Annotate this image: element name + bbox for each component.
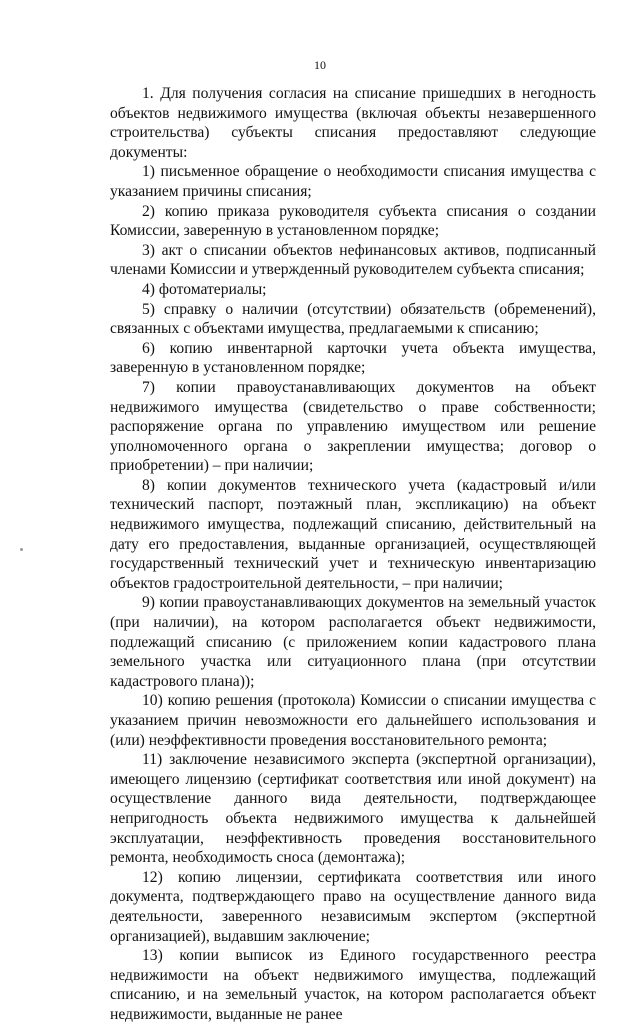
list-item-13-registry-extracts: 13) копии выписок из Единого государственного реестра недвижимости на объект недвижимого имущества, подлежащий списанию, и на земельный участок, на котором располагается объект недвижимости, выданные не ранее — [110, 947, 596, 1023]
paragraph-1-intro: 1. Для получения согласия на списание пришедших в негодность объектов недвижимого имущества (включая объекты незавершенного строительства) субъекты списания предоставляют следующие документы: — [110, 85, 596, 161]
list-item-3-write-off-act: 3) акт о списании объектов нефинансовых активов, подписанный членами Комиссии и утвержденный руководителем субъекта списания; — [110, 241, 596, 279]
list-item-4-photos: 4) фотоматериалы; — [142, 280, 267, 298]
list-item-7-title-documents: 7) копии правоустанавливающих документов на объект недвижимого имущества (свидетельство о праве собственности; распоряжение органа по управлению имуществом или решение уполномоченного органа о закреплении имущества; договор о приобретении) – при наличии; — [110, 378, 596, 475]
document-body — [110, 84, 596, 1025]
page-number: 10 — [314, 58, 326, 72]
list-item-9-land-documents: 9) копии правоустанавливающих документов на земельный участок (при наличии), на котором располагается объект недвижимости, подлежащий списанию (с приложением копии кадастрового плана земельного участка или ситуационного плана (при отсутствии кадастрового плана)); — [110, 594, 596, 690]
list-item-2-order-copy: 2) копию приказа руководителя субъекта списания о создании Комиссии, заверенную в установленном порядке; — [110, 202, 596, 240]
list-item-11-expert-conclusion: 11) заключение независимого эксперта (экспертной организации), имеющего лицензию (сертификат соответствия или иной документ) на осуществление данного вида деятельности, подтверждающее непригодность объекта недвижимого имущества к дальнейшей эксплуатации, неэффективность проведения восстановительного ремонта, необходимость сноса (демонтажа); — [110, 751, 596, 867]
list-item-6-inventory-card: 6) копию инвентарной карточки учета объекта имущества, заверенную в установленном порядке; — [110, 339, 596, 377]
list-item-8-technical-documents: 8) копии документов технического учета (кадастровый и/или технический паспорт, поэтажный план, экспликацию) на объект недвижимого имущества, подлежащий списанию, действительный на дату его предоставления, выданные организацией, осуществляющей государственный технический учет и техническую инвентаризацию объектов градостроительной деятельности, – при наличии; — [110, 476, 596, 592]
list-item-1-written-request: 1) письменное обращение о необходимости списания имущества с указанием причины списания; — [110, 163, 596, 200]
list-item-5-obligations-certificate: 5) справку о наличии (отсутствии) обязательств (обременений), связанных с объектами имущества, предлагаемыми к списанию; — [110, 300, 596, 338]
scan-speck — [20, 548, 23, 551]
list-item-10-commission-decision: 10) копию решения (протокола) Комиссии о списании имущества с указанием причин невозможности его дальнейшего использования и (или) неэффективности проведения восстановительного ремонта; — [110, 692, 596, 749]
list-item-12-license-copy: 12) копию лицензии, сертификата соответствия или иного документа, подтверждающего право на осуществление данного вида деятельности, заверенного независимым экспертом (экспертной организацией), выдавшим заключение; — [110, 868, 596, 945]
